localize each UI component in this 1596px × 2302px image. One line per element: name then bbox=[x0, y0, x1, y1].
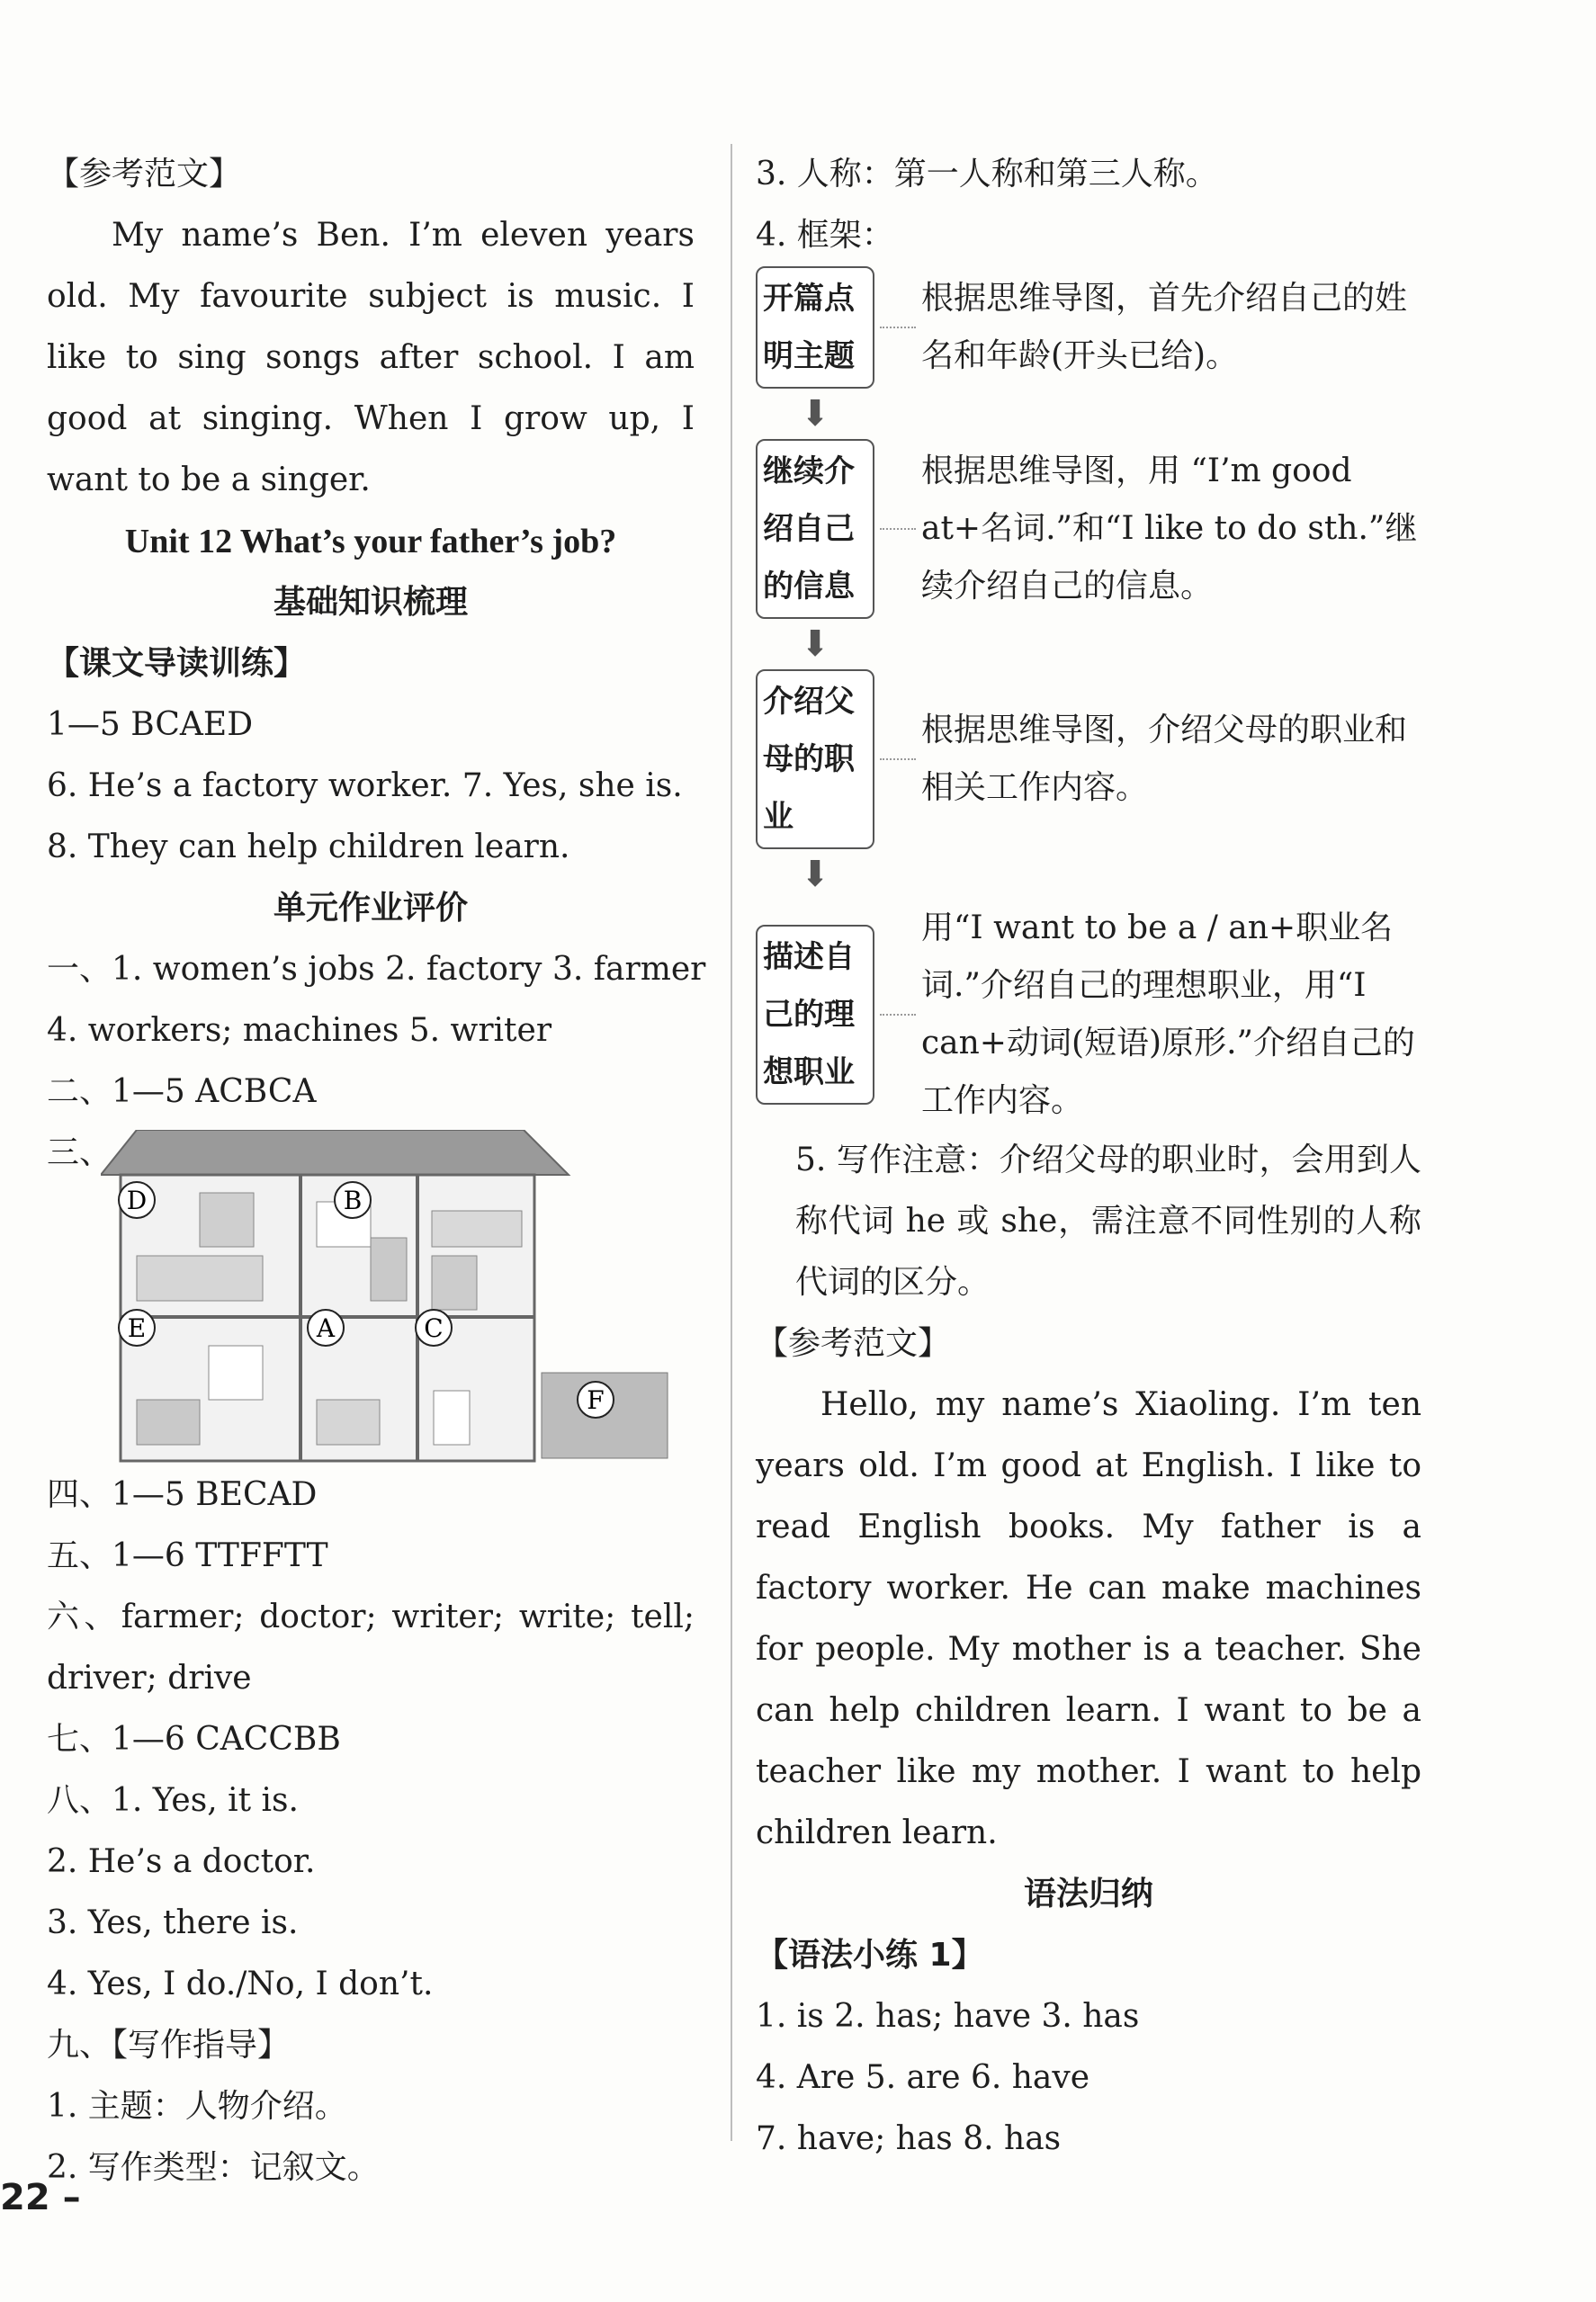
text-line: 七、1—6 CACCBB bbox=[47, 1721, 341, 1758]
text-line: 6. He’s a factory worker. 7. Yes, she is. bbox=[47, 767, 683, 804]
room-label: C bbox=[424, 1313, 444, 1343]
column-divider bbox=[731, 144, 732, 2141]
text-line: 3. 人称：第一人称和第三人称。 bbox=[756, 156, 1218, 193]
text-line: 【课文导读训练】 bbox=[47, 645, 307, 682]
text-line: 1—5 BCAED bbox=[47, 706, 254, 743]
flow-step-box: 继续介绍自己的信息 bbox=[756, 439, 874, 619]
right-top-lines bbox=[756, 144, 1421, 266]
flow-step-box: 描述自己的理想职业 bbox=[756, 925, 874, 1105]
flow-connector bbox=[880, 758, 916, 760]
flow-step bbox=[756, 266, 1421, 389]
down-arrow-icon: ⬇ bbox=[800, 623, 830, 665]
room-label: E bbox=[127, 1313, 147, 1343]
text-line: 4. Yes, I do./No, I don’t. bbox=[47, 1966, 434, 2002]
flow-step bbox=[756, 439, 1421, 619]
house-figure-block bbox=[47, 1123, 695, 1465]
page-number: 22 – bbox=[0, 2177, 81, 2218]
text-line: 4. workers; machines 5. writer bbox=[47, 1012, 552, 1049]
flow-connector bbox=[880, 1014, 916, 1016]
text-line: Unit 12 What’s your father’s job? bbox=[124, 523, 617, 560]
flow-step bbox=[756, 669, 1421, 849]
text-line: Hello, my name’s Xiaoling. I’m ten years old. I’m good at English. I like to read English books. My father is a factory worker. He can make machines for people. My mother is a teacher. She can help children learn. I want to be a teacher like my mother. I want to help children learn. bbox=[756, 1386, 1421, 1851]
left-lines-lower bbox=[47, 1465, 695, 2199]
text-line: My name’s Ben. I’m eleven years old. My favourite subject is music. I like to sing songs after school. I am good at singing. When I grow up, I want to be a singer. bbox=[47, 217, 695, 498]
writing-framework-flowchart bbox=[756, 266, 1421, 1130]
text-line: 4. 框架： bbox=[756, 217, 894, 254]
text-line: 单元作业评价 bbox=[273, 890, 468, 927]
house-roof bbox=[101, 1130, 569, 1175]
down-arrow-icon: ⬇ bbox=[800, 393, 830, 434]
flow-step-text: 用“I want to be a / an+职业名词.”介绍自己的理想职业，用“I can+动词(短语)原形.”介绍自己的工作内容。 bbox=[921, 909, 1415, 1119]
down-arrow-icon: ⬇ bbox=[800, 854, 830, 895]
text-line: 【参考范文】 bbox=[756, 1325, 951, 1362]
flow-step-text: 根据思维导图，首先介绍自己的姓名和年龄(开头已给)。 bbox=[921, 280, 1408, 374]
text-line: 5. 写作注意：介绍父母的职业时，会用到人称代词 he 或 she，需注意不同性别的人称代词的区分。 bbox=[795, 1142, 1421, 1301]
house-illustration bbox=[101, 1130, 677, 1463]
text-line: 2. 写作类型：记叙文。 bbox=[47, 2149, 380, 2186]
right-bottom-lines bbox=[756, 1130, 1421, 2170]
section-three-label: 三、 bbox=[47, 1134, 112, 1171]
left-column bbox=[47, 144, 706, 2199]
text-line: 【参考范文】 bbox=[47, 156, 242, 193]
text-line: 8. They can help children learn. bbox=[47, 829, 570, 865]
room-label: A bbox=[316, 1313, 336, 1343]
room-label: F bbox=[587, 1385, 605, 1415]
text-line: 六、farmer; doctor; writer; write; tell; driver; drive bbox=[47, 1599, 695, 1697]
text-line: 二、1—5 ACBCA bbox=[47, 1073, 317, 1110]
text-line: 1. 主题：人物介绍。 bbox=[47, 2088, 347, 2125]
flow-step-box: 开篇点明主题 bbox=[756, 266, 874, 389]
text-line: 7. have; has 8. has bbox=[756, 2120, 1062, 2157]
text-line: 4. Are 5. are 6. have bbox=[756, 2059, 1090, 2096]
text-line: 3. Yes, there is. bbox=[47, 1904, 299, 1941]
room-label: B bbox=[343, 1186, 363, 1215]
flow-step-text: 根据思维导图，用 “I’m good at+名词.”和“I like to do sth.”继续介绍自己的信息。 bbox=[921, 452, 1418, 605]
right-column bbox=[756, 144, 1421, 2170]
text-line: 语法归纳 bbox=[1023, 1876, 1153, 1912]
flow-step-text: 根据思维导图，介绍父母的职业和相关工作内容。 bbox=[921, 712, 1408, 806]
text-line: 2. He’s a doctor. bbox=[47, 1843, 316, 1880]
flow-connector bbox=[880, 327, 916, 328]
text-line: 1. is 2. has; have 3. has bbox=[756, 1998, 1140, 2035]
text-line: 基础知识梳理 bbox=[273, 584, 468, 621]
room-label: D bbox=[126, 1186, 148, 1215]
flow-connector bbox=[880, 528, 916, 530]
text-line: 五、1—6 TTFFTT bbox=[47, 1537, 328, 1574]
flow-step-box: 介绍父母的职业 bbox=[756, 669, 874, 849]
left-lines bbox=[47, 144, 706, 1123]
flow-step bbox=[756, 900, 1421, 1130]
text-line: 九、【写作指导】 bbox=[47, 2027, 291, 2064]
text-line: 一、1. women’s jobs 2. factory 3. farmer bbox=[47, 951, 706, 988]
text-line: 四、1—5 BECAD bbox=[47, 1476, 318, 1513]
text-line: 八、1. Yes, it is. bbox=[47, 1782, 299, 1819]
text-line: 【语法小练 1】 bbox=[756, 1937, 984, 1974]
